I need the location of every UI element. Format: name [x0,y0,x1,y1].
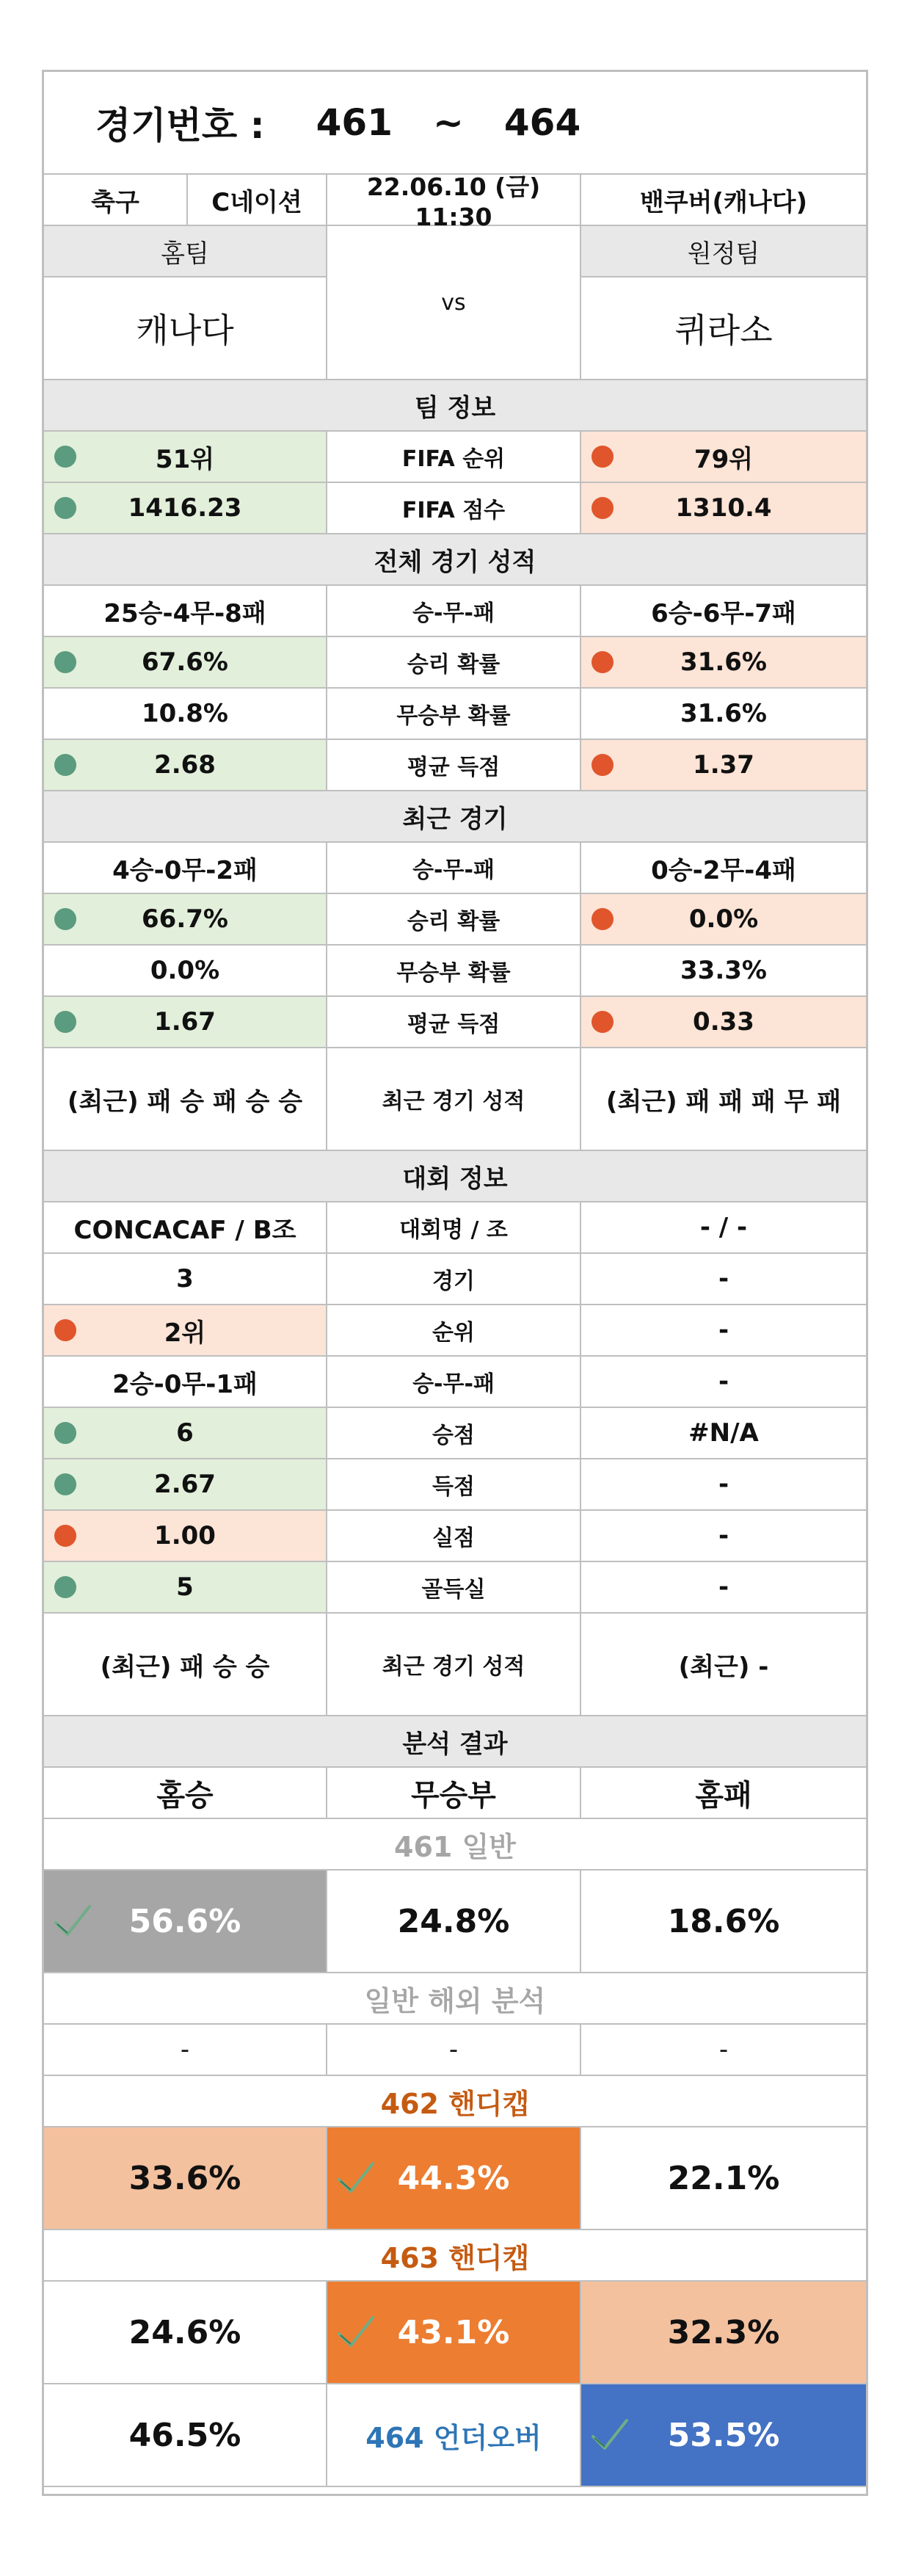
game-462-value-1: 44.3% [327,2127,581,2230]
col-home-loss: 홈패 [581,1768,866,1819]
tournament-row-label: 득점 [327,1459,581,1511]
sport-cell: 축구 [44,175,188,226]
overseas-title: 일반 해외 분석 [44,1973,866,2025]
datetime-cell: 22.06.10 (금) 11:30 [327,175,581,226]
green-dot-icon [54,1576,76,1598]
game-463-title: 463 핸디캡 [44,2230,866,2282]
col-draw: 무승부 [327,1768,581,1819]
tournament-home-value: 6 [44,1408,327,1459]
checkmark-icon [336,2313,376,2351]
overall-away-value: 31.6% [581,689,866,740]
tournament-row-label: 승점 [327,1408,581,1459]
overall-home-value: 2.68 [44,740,327,791]
red-dot-icon [592,446,614,468]
home-team-header: 홈팀 [44,226,327,277]
tournament-away-value: - [581,1562,866,1614]
recent-row-label: 무승부 확률 [327,946,581,997]
tournament-row-label: 승-무-패 [327,1357,581,1408]
game-464-title: 464 언더오버 [327,2384,581,2487]
match-analysis-sheet [42,70,868,2496]
game-464-over: 53.5% [581,2384,866,2487]
tournament-row-label: 경기 [327,1254,581,1305]
col-home-win: 홈승 [44,1768,327,1819]
tournament-away-value: - [581,1254,866,1305]
recent-away-value: 0.0% [581,894,866,946]
checkmark-icon [53,1902,92,1940]
recent-row-label: 최근 경기 성적 [327,1048,581,1151]
team_info-away-value: 79위 [581,432,866,483]
overall-home-value: 25승-4무-8패 [44,586,327,637]
recent-home-value: 1.67 [44,997,327,1048]
tournament-home-value: 1.00 [44,1511,327,1562]
recent-home-value: 0.0% [44,946,327,997]
overall-away-value: 6승-6무-7패 [581,586,866,637]
red-dot-icon [54,1525,76,1547]
recent-row-label: 평균 득점 [327,997,581,1048]
checkmark-icon [336,2159,376,2197]
green-dot-icon [54,1011,76,1033]
tournament-away-value: - [581,1459,866,1511]
league-cell: C네이션 [188,175,327,226]
venue-cell: 밴쿠버(캐나다) [581,175,866,226]
team_info-row-label: FIFA 순위 [327,432,581,483]
game-463-value-0: 24.6% [44,2282,327,2384]
overall-home-value: 10.8% [44,689,327,740]
tournament-home-value: CONCACAF / B조 [44,1202,327,1254]
tournament-home-value: 2.67 [44,1459,327,1511]
green-dot-icon [54,497,76,519]
overall-away-value: 31.6% [581,637,866,689]
tournament-away-value: - / - [581,1202,866,1254]
match-number-sep: ~ [432,101,464,144]
red-dot-icon [592,497,614,519]
recent-away-value: 0승-2무-4패 [581,843,866,894]
overall-row-label: 승-무-패 [327,586,581,637]
tournament-away-value: - [581,1357,866,1408]
green-dot-icon [54,446,76,468]
overall-row-label: 평균 득점 [327,740,581,791]
tournament-home-value: (최근) 패 승 승 [44,1614,327,1716]
game-461-value-0: 56.6% [44,1871,327,1973]
game-463-value-1: 43.1% [327,2282,581,2384]
recent-away-value: 0.33 [581,997,866,1048]
green-dot-icon [54,908,76,930]
tournament-row-label: 골득실 [327,1562,581,1614]
match-number-label: 경기번호 : [95,104,265,147]
red-dot-icon [54,1319,76,1341]
section-analysis: 분석 결과 [44,1716,866,1768]
tournament-row-label: 순위 [327,1305,581,1357]
game-462-value-0: 33.6% [44,2127,327,2230]
tournament-home-value: 3 [44,1254,327,1305]
tournament-away-value: (최근) - [581,1614,866,1716]
recent-row-label: 승리 확률 [327,894,581,946]
recent-away-value: (최근) 패 패 패 무 패 [581,1048,866,1151]
red-dot-icon [592,651,614,673]
game-461-title: 461 일반 [44,1819,866,1871]
match-number-to: 464 [503,101,581,144]
checkmark-icon [590,2416,630,2454]
recent-home-value: 4승-0무-2패 [44,843,327,894]
section-team-info: 팀 정보 [44,380,866,432]
tournament-home-value: 2위 [44,1305,327,1357]
section-overall: 전체 경기 성적 [44,534,866,586]
tournament-row-label: 대회명 / 조 [327,1202,581,1254]
overall-row-label: 승리 확률 [327,637,581,689]
tournament-home-value: 2승-0무-1패 [44,1357,327,1408]
recent-away-value: 33.3% [581,946,866,997]
red-dot-icon [592,908,614,930]
overseas-value-2: - [581,2025,866,2076]
team_info-home-value: 1416.23 [44,483,327,534]
away-team-name: 퀴라소 [581,277,866,380]
green-dot-icon [54,1473,76,1495]
tournament-away-value: #N/A [581,1408,866,1459]
overseas-value-1: - [327,2025,581,2076]
tournament-row-label: 최근 경기 성적 [327,1614,581,1716]
section-tournament: 대회 정보 [44,1151,866,1202]
section-recent: 최근 경기 [44,791,866,843]
red-dot-icon [592,1011,614,1033]
overseas-value-0: - [44,2025,327,2076]
team_info-row-label: FIFA 점수 [327,483,581,534]
tournament-row-label: 실점 [327,1511,581,1562]
vs-cell: vs [327,226,581,380]
game-462-value-2: 22.1% [581,2127,866,2230]
home-team-name: 캐나다 [44,277,327,380]
green-dot-icon [54,754,76,776]
overall-home-value: 67.6% [44,637,327,689]
red-dot-icon [592,754,614,776]
tournament-away-value: - [581,1305,866,1357]
overall-away-value: 1.37 [581,740,866,791]
green-dot-icon [54,651,76,673]
tournament-away-value: - [581,1511,866,1562]
game-463-value-2: 32.3% [581,2282,866,2384]
game-464-under: 46.5% [44,2384,327,2487]
team_info-home-value: 51위 [44,432,327,483]
match-number-from: 461 [316,101,393,144]
recent-home-value: (최근) 패 승 패 승 승 [44,1048,327,1151]
away-team-header: 원정팀 [581,226,866,277]
recent-home-value: 66.7% [44,894,327,946]
green-dot-icon [54,1422,76,1444]
tournament-home-value: 5 [44,1562,327,1614]
game-462-title: 462 핸디캡 [44,2076,866,2127]
recent-row-label: 승-무-패 [327,843,581,894]
game-461-value-2: 18.6% [581,1871,866,1973]
overall-row-label: 무승부 확률 [327,689,581,740]
game-461-value-1: 24.8% [327,1871,581,1973]
match-number-title [44,72,866,175]
team_info-away-value: 1310.4 [581,483,866,534]
